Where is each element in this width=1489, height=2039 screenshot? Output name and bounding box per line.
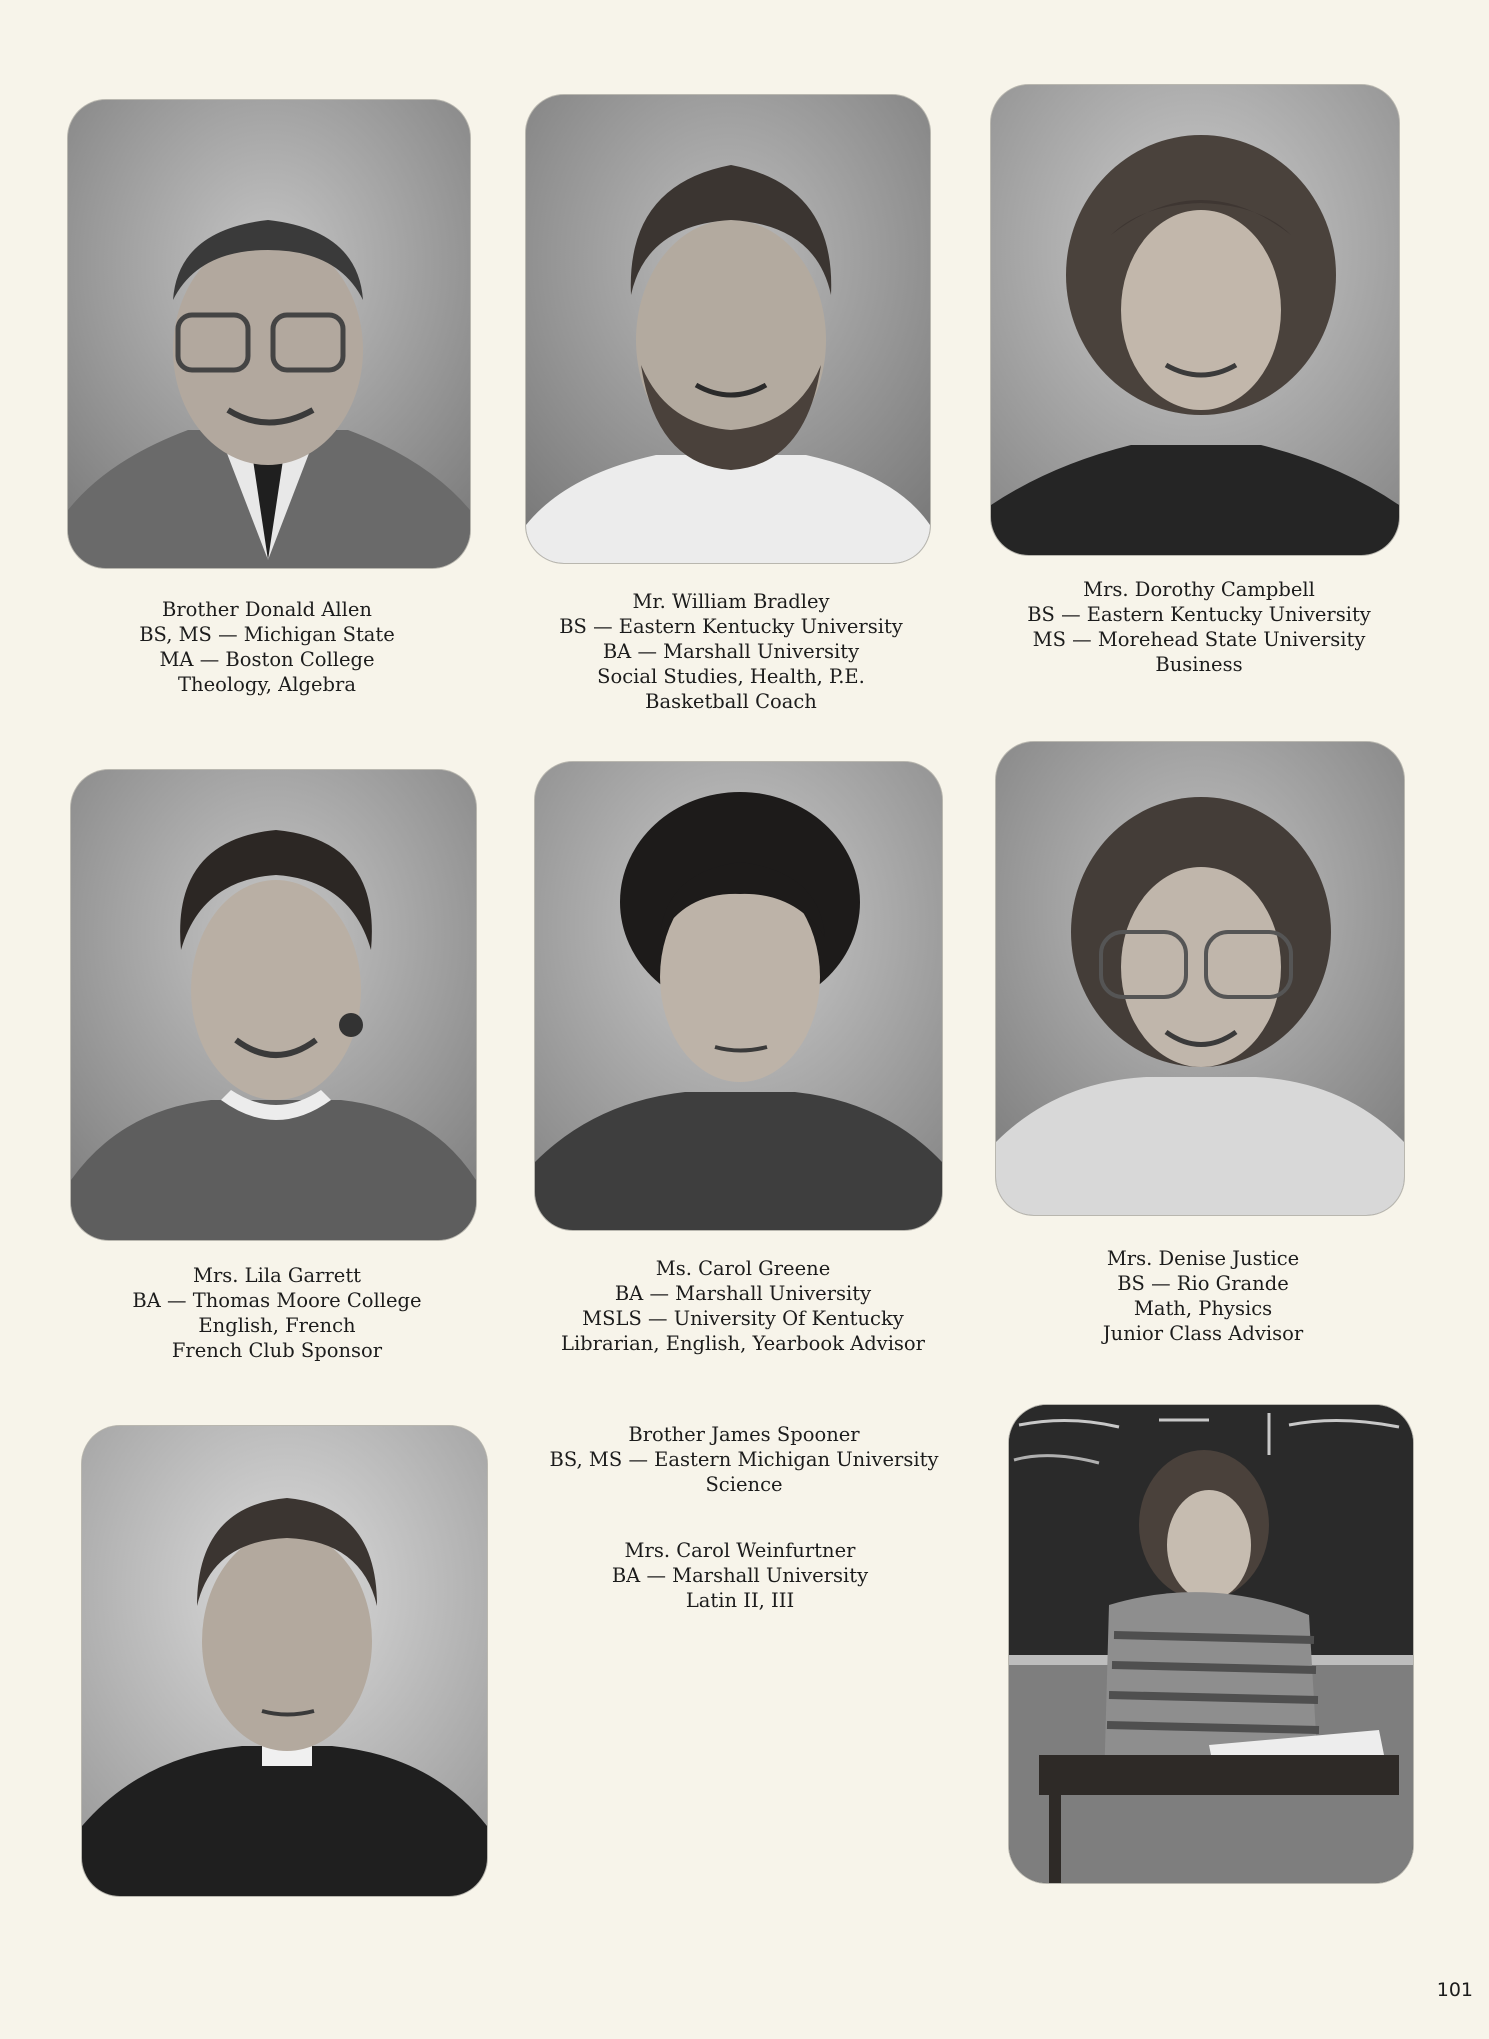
- credential-line: BA — Marshall University: [611, 1564, 869, 1587]
- role-line: Basketball Coach: [645, 690, 817, 713]
- role-line: Junior Class Advisor: [1102, 1322, 1304, 1345]
- credential-line: MS — Morehead State University: [1032, 628, 1366, 651]
- portrait-carol-greene: [535, 762, 942, 1230]
- faculty-name: Mrs. Carol Weinfurtner: [624, 1539, 856, 1562]
- caption-carol-weinfurtner: [612, 1538, 868, 1613]
- credential-line: BS, MS — Michigan State: [139, 623, 395, 646]
- portrait-donald-allen: [68, 100, 470, 568]
- caption-lila-garrett: [132, 1263, 421, 1363]
- faculty-name: Mrs. Dorothy Campbell: [1083, 578, 1315, 601]
- credential-line: BA — Marshall University: [614, 1282, 872, 1305]
- subject-line: Latin II, III: [685, 1589, 795, 1612]
- portrait-william-bradley: [526, 95, 930, 563]
- candid-student-reading-photo: [1009, 1405, 1413, 1883]
- role-line: French Club Sponsor: [171, 1339, 383, 1362]
- credential-line: BA — Thomas Moore College: [132, 1289, 422, 1312]
- caption-carol-greene: [561, 1256, 925, 1356]
- credential-line: MSLS — University Of Kentucky: [582, 1307, 904, 1330]
- caption-william-bradley: [559, 589, 903, 714]
- portrait-image: [996, 742, 1404, 1215]
- faculty-name: Mrs. Lila Garrett: [192, 1264, 361, 1287]
- credential-line: BS, MS — Eastern Michigan University: [549, 1448, 939, 1471]
- portrait-image: [535, 762, 942, 1230]
- subject-line: Math, Physics: [1133, 1297, 1273, 1320]
- portrait-image: [82, 1426, 487, 1896]
- portrait-dorothy-campbell: [991, 85, 1399, 555]
- subject-line: Librarian, English, Yearbook Advisor: [561, 1332, 925, 1355]
- subject-line: Science: [705, 1473, 783, 1496]
- subject-line: Theology, Algebra: [178, 673, 356, 696]
- portrait-lila-garrett: [71, 770, 476, 1240]
- portrait-image: [68, 100, 470, 568]
- credential-line: BS — Eastern Kentucky University: [559, 615, 903, 638]
- faculty-name: Mr. William Bradley: [632, 590, 830, 613]
- credential-line: BS — Rio Grande: [1117, 1272, 1289, 1295]
- portrait-denise-justice: [996, 742, 1404, 1215]
- subject-line: English, French: [198, 1314, 356, 1337]
- credential-line: BS — Eastern Kentucky University: [1027, 603, 1371, 626]
- caption-dorothy-campbell: [1027, 577, 1371, 677]
- caption-donald-allen: [139, 597, 395, 697]
- portrait-james-spooner: [82, 1426, 487, 1896]
- faculty-name: Ms. Carol Greene: [655, 1257, 831, 1280]
- portrait-image: [526, 95, 930, 563]
- credential-line: MA — Boston College: [159, 648, 375, 671]
- candid-image: [1009, 1405, 1413, 1883]
- caption-denise-justice: [1103, 1246, 1303, 1346]
- faculty-name: Brother Donald Allen: [162, 598, 372, 621]
- subject-line: Social Studies, Health, P.E.: [597, 665, 865, 688]
- portrait-image: [991, 85, 1399, 555]
- page-number: 101: [1436, 1979, 1473, 2001]
- portrait-image: [71, 770, 476, 1240]
- subject-line: Business: [1155, 653, 1243, 676]
- credential-line: BA — Marshall University: [602, 640, 860, 663]
- caption-james-spooner: [550, 1422, 939, 1497]
- faculty-name: Brother James Spooner: [628, 1423, 860, 1446]
- faculty-name: Mrs. Denise Justice: [1106, 1247, 1300, 1270]
